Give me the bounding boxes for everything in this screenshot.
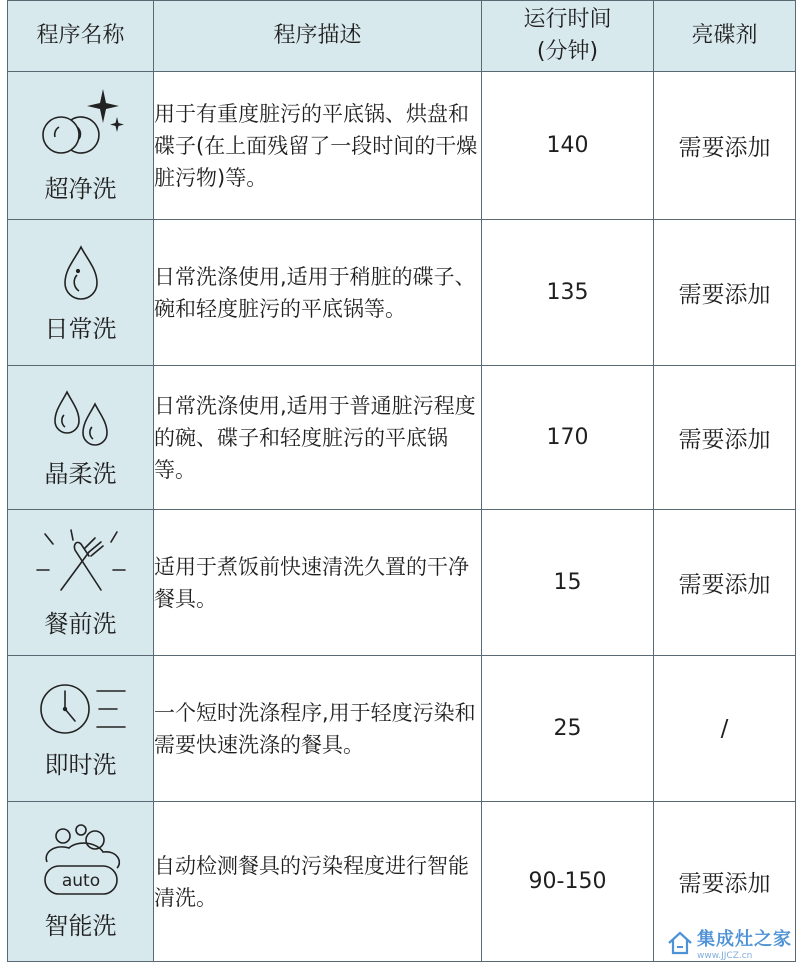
watermark [667, 925, 792, 961]
program-name: 晶柔洗 [44, 460, 117, 488]
program-name-cell [8, 72, 154, 220]
program-runtime: 170 [482, 366, 654, 510]
program-rinse-aid: / [654, 656, 796, 802]
watermark-text: 集成灶之家 [697, 929, 792, 950]
program-rinse-aid: 需要添加 [654, 72, 796, 220]
table-row [8, 656, 796, 802]
double-drop-icon [43, 386, 119, 450]
auto-bubbles-icon [33, 822, 129, 902]
program-rinse-aid: 需要添加 [654, 510, 796, 656]
program-name: 即时洗 [44, 751, 117, 779]
program-name-cell [8, 802, 154, 962]
program-description: 一个短时洗涤程序,用于轻度污染和需要快速洗涤的餐具。 [154, 656, 482, 802]
program-description: 自动检测餐具的污染程度进行智能清洗。 [154, 802, 482, 962]
program-description: 用于有重度脏污的平底锅、烘盘和碟子(在上面残留了一段时间的干燥脏污物)等。 [154, 72, 482, 220]
table-row [8, 220, 796, 366]
program-name: 智能洗 [44, 912, 117, 940]
house-logo-icon [667, 931, 693, 955]
program-table [7, 0, 796, 962]
header-runtime-line1: 运行时间 [523, 7, 612, 32]
program-description: 日常洗涤使用,适用于稍脏的碟子、碗和轻度脏污的平底锅等。 [154, 220, 482, 366]
table-row [8, 72, 796, 220]
program-name-cell [8, 366, 154, 510]
program-rinse-aid: 需要添加 [654, 366, 796, 510]
program-runtime: 25 [482, 656, 654, 802]
fork-knife-icon [31, 526, 131, 600]
program-runtime: 90-150 [482, 802, 654, 962]
header-name: 程序名称 [8, 1, 154, 72]
header-runtime [482, 1, 654, 72]
program-rinse-aid: 需要添加 [654, 802, 796, 962]
program-name-cell [8, 656, 154, 802]
program-name: 日常洗 [44, 315, 117, 343]
program-runtime: 15 [482, 510, 654, 656]
program-name-cell [8, 510, 154, 656]
program-rinse-aid: 需要添加 [654, 220, 796, 366]
water-drop-icon [51, 241, 111, 305]
table-row [8, 366, 796, 510]
header-row [8, 1, 796, 72]
sparkle-plates-icon [33, 87, 129, 165]
program-description: 适用于煮饭前快速清洗久置的干净餐具。 [154, 510, 482, 656]
program-name: 餐前洗 [44, 610, 117, 638]
program-name-cell [8, 220, 154, 366]
watermark-url: www.JJCZ.cn [697, 951, 753, 961]
program-runtime: 140 [482, 72, 654, 220]
header-runtime-line2: (分钟) [536, 39, 599, 64]
header-description: 程序描述 [154, 1, 482, 72]
clock-icon [31, 677, 131, 741]
table-row [8, 510, 796, 656]
program-description: 日常洗涤使用,适用于普通脏污程度的碗、碟子和轻度脏污的平底锅等。 [154, 366, 482, 510]
program-name: 超净洗 [44, 175, 117, 203]
auto-badge-text: auto [61, 871, 100, 891]
header-rinse-aid: 亮碟剂 [654, 1, 796, 72]
program-runtime: 135 [482, 220, 654, 366]
